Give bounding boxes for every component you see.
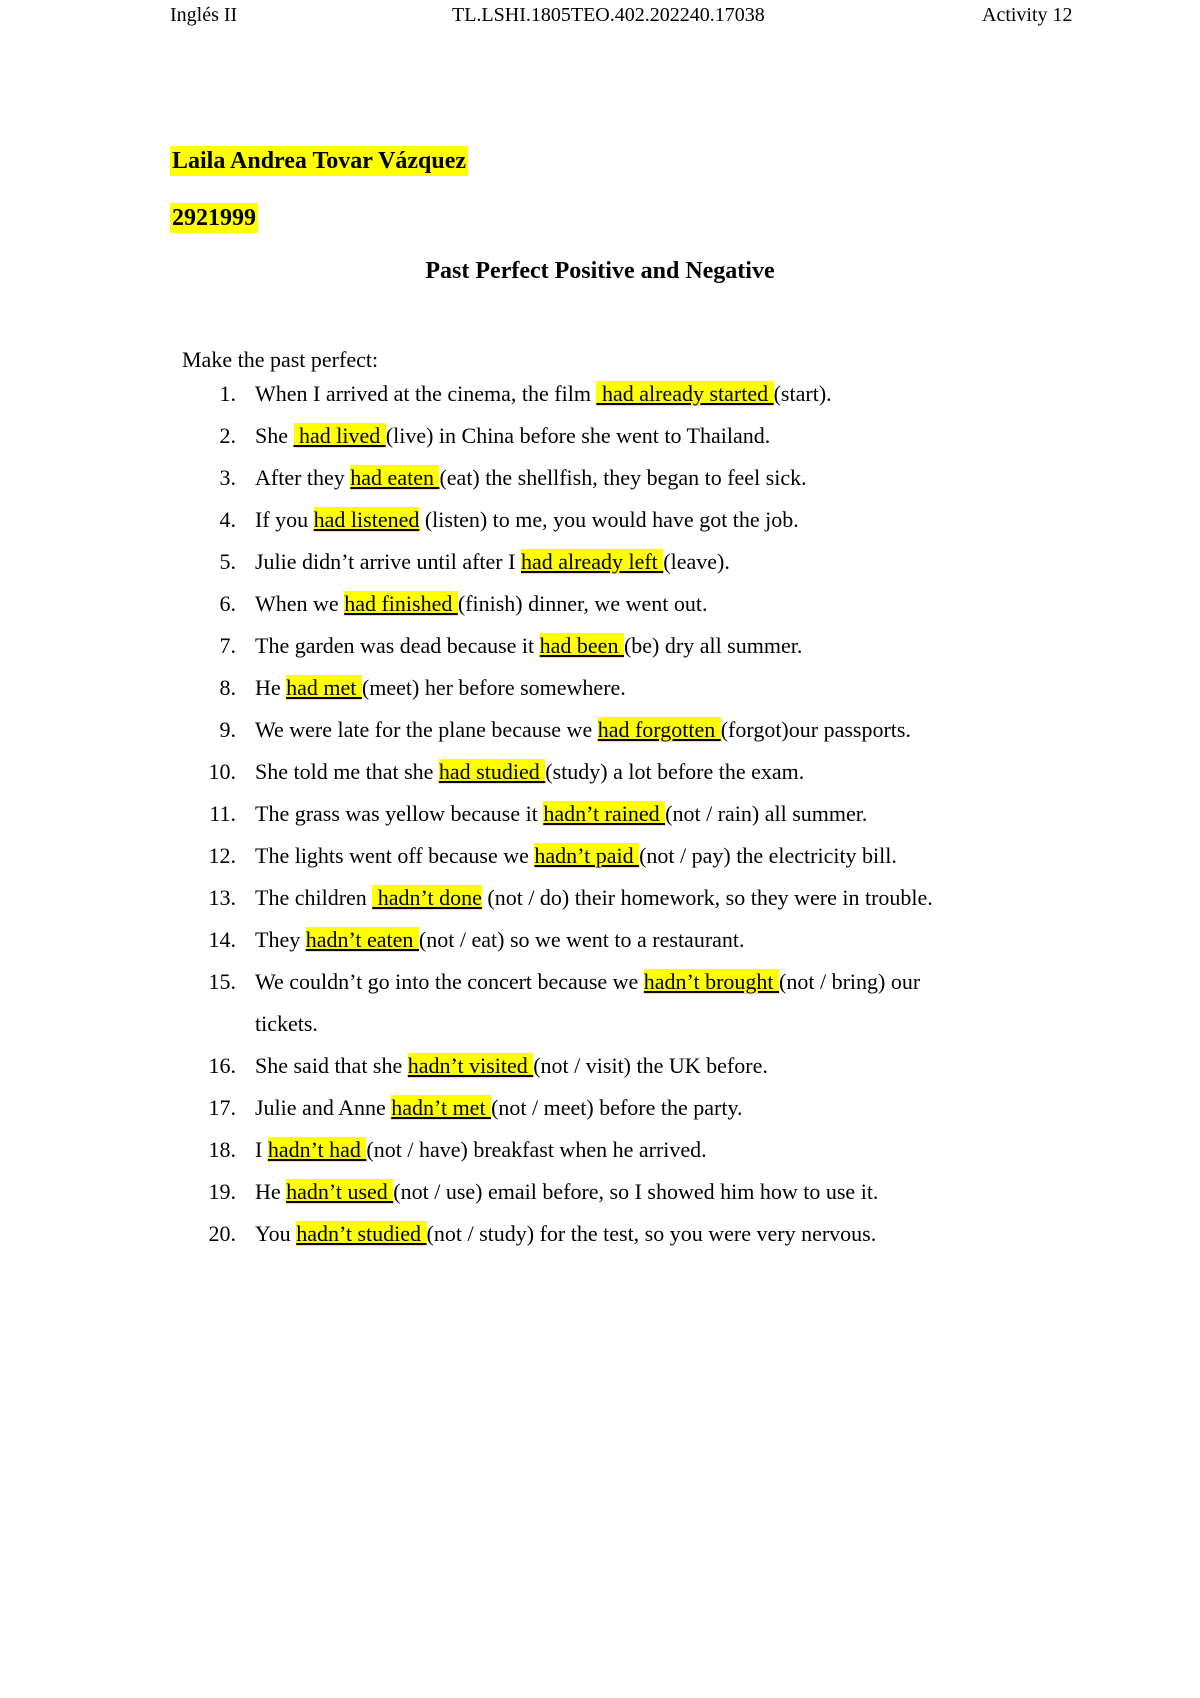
item-prompt: When we — [255, 591, 345, 616]
item-prompt: We couldn’t go into the concert because we — [255, 969, 644, 994]
item-prompt: I — [255, 1137, 268, 1162]
item-number: 6. — [219, 591, 236, 616]
list-item — [0, 1213, 1200, 1255]
activity-label: Activity 12 — [982, 4, 1073, 26]
item-text — [255, 835, 955, 877]
item-text — [255, 415, 955, 457]
item-number: 20. — [208, 1221, 236, 1246]
item-hint: (not / pay) the electricity bill. — [639, 843, 897, 868]
item-text — [255, 877, 955, 919]
item-prompt: The garden was dead because it — [255, 633, 540, 658]
list-item — [0, 1087, 1200, 1129]
item-prompt: We were late for the plane because we — [255, 717, 598, 742]
student-id: 2921999 — [172, 205, 256, 231]
item-number: 9. — [219, 717, 236, 742]
list-item — [0, 583, 1200, 625]
highlighted-answer: had already started — [596, 381, 774, 406]
highlighted-answer: had eaten — [350, 465, 440, 490]
item-number: 14. — [208, 927, 236, 952]
item-text — [255, 541, 955, 583]
list-item — [0, 373, 1200, 415]
highlighted-answer: hadn’t brought — [643, 969, 780, 994]
item-text — [255, 1171, 955, 1213]
item-hint: (meet) her before somewhere. — [361, 675, 626, 700]
item-number: 11. — [209, 801, 236, 826]
highlighted-answer: hadn’t met — [391, 1095, 492, 1120]
item-prompt: Julie didn’t arrive until after I — [255, 549, 521, 574]
item-hint: (eat) the shellfish, they began to feel sick. — [439, 465, 807, 490]
item-text — [255, 499, 955, 541]
item-hint: (not / visit) the UK before. — [533, 1053, 768, 1078]
item-hint: (not / do) their homework, so they were in trouble. — [481, 885, 933, 910]
item-number: 3. — [219, 465, 236, 490]
highlighted-answer: hadn’t rained — [543, 801, 666, 826]
list-item — [0, 625, 1200, 667]
highlighted-answer: had met — [286, 675, 362, 700]
item-number: 13. — [208, 885, 236, 910]
highlighted-answer: hadn’t paid — [534, 843, 640, 868]
item-prompt: The lights went off because we — [255, 843, 535, 868]
list-item — [0, 541, 1200, 583]
list-item — [0, 499, 1200, 541]
item-prompt: She told me that she — [255, 759, 439, 784]
highlighted-answer: had been — [539, 633, 624, 658]
item-hint: (leave). — [663, 549, 730, 574]
list-item — [0, 751, 1200, 793]
highlighted-answer: hadn’t eaten — [305, 927, 419, 952]
item-number: 15. — [208, 969, 236, 994]
item-text — [255, 1045, 955, 1087]
item-prompt: He — [255, 675, 287, 700]
item-hint: (not / study) for the test, so you were very nervous. — [426, 1221, 877, 1246]
item-text — [255, 961, 955, 1045]
item-number: 8. — [219, 675, 236, 700]
item-text — [255, 1129, 955, 1171]
item-number: 17. — [208, 1095, 236, 1120]
item-text — [255, 793, 955, 835]
item-prompt: Julie and Anne — [255, 1095, 392, 1120]
list-item — [0, 793, 1200, 835]
item-prompt: If you — [255, 507, 314, 532]
highlighted-answer: had lived — [293, 423, 386, 448]
item-prompt: They — [255, 927, 306, 952]
list-item — [0, 415, 1200, 457]
item-hint: (not / use) email before, so I showed him how to use it. — [393, 1179, 879, 1204]
item-prompt: The children — [255, 885, 373, 910]
highlighted-answer: hadn’t had — [267, 1137, 367, 1162]
item-number: 1. — [219, 381, 236, 406]
list-item — [0, 961, 1200, 1045]
item-prompt: He — [255, 1179, 287, 1204]
item-number: 16. — [208, 1053, 236, 1078]
item-prompt: When I arrived at the cinema, the film — [255, 381, 597, 406]
list-item — [0, 877, 1200, 919]
course-name: Inglés II — [170, 4, 238, 26]
item-hint: (not / have) breakfast when he arrived. — [366, 1137, 707, 1162]
highlighted-answer: had finished — [344, 591, 458, 616]
item-hint: (not / meet) before the party. — [491, 1095, 743, 1120]
highlighted-answer: had already left — [520, 549, 664, 574]
list-item — [0, 457, 1200, 499]
item-hint: (live) in China before she went to Thailand. — [385, 423, 771, 448]
list-item — [0, 709, 1200, 751]
list-item — [0, 1045, 1200, 1087]
item-hint: (be) dry all summer. — [623, 633, 803, 658]
item-hint: (finish) dinner, we went out. — [457, 591, 708, 616]
exercise-list — [0, 373, 1200, 1255]
item-text — [255, 1087, 955, 1129]
item-number: 12. — [208, 843, 236, 868]
item-prompt: The grass was yellow because it — [255, 801, 544, 826]
list-item — [0, 919, 1200, 961]
highlighted-answer: had studied — [438, 759, 546, 784]
item-text — [255, 625, 955, 667]
item-text — [255, 919, 955, 961]
instruction: Make the past perfect: — [182, 347, 379, 372]
highlighted-answer: hadn’t done — [372, 885, 482, 910]
list-item — [0, 1129, 1200, 1171]
highlighted-answer: hadn’t used — [286, 1179, 394, 1204]
highlighted-answer: had listened — [313, 507, 420, 532]
item-number: 7. — [219, 633, 236, 658]
course-code: TL.LSHI.1805TEO.402.202240.17038 — [452, 4, 765, 26]
item-text — [255, 583, 955, 625]
item-text — [255, 709, 955, 751]
item-hint: (not / rain) all summer. — [665, 801, 868, 826]
item-text — [255, 373, 955, 415]
item-hint: (start). — [773, 381, 832, 406]
item-number: 2. — [219, 423, 236, 448]
item-number: 18. — [208, 1137, 236, 1162]
item-text — [255, 751, 955, 793]
item-hint: (forgot)our passports. — [720, 717, 911, 742]
item-prompt: She said that she — [255, 1053, 408, 1078]
highlighted-answer: hadn’t visited — [407, 1053, 534, 1078]
item-number: 19. — [208, 1179, 236, 1204]
item-number: 5. — [219, 549, 236, 574]
item-text — [255, 667, 955, 709]
page-title: Past Perfect Positive and Negative — [425, 258, 775, 284]
highlighted-answer: had forgotten — [597, 717, 721, 742]
item-hint: (study) a lot before the exam. — [545, 759, 805, 784]
list-item — [0, 835, 1200, 877]
item-prompt: After they — [255, 465, 351, 490]
item-hint: (not / eat) so we went to a restaurant. — [418, 927, 745, 952]
item-hint: (not / bring) our tickets. — [255, 969, 921, 1036]
item-prompt: You — [255, 1221, 297, 1246]
item-prompt: She — [255, 423, 294, 448]
item-number: 4. — [219, 507, 236, 532]
item-text — [255, 1213, 955, 1255]
student-name: Laila Andrea Tovar Vázquez — [172, 148, 467, 174]
item-text — [255, 457, 955, 499]
list-item — [0, 1171, 1200, 1213]
item-number: 10. — [208, 759, 236, 784]
item-hint: (listen) to me, you would have got the job. — [419, 507, 799, 532]
list-item — [0, 667, 1200, 709]
page-header — [0, 2, 1200, 30]
highlighted-answer: hadn’t studied — [296, 1221, 427, 1246]
